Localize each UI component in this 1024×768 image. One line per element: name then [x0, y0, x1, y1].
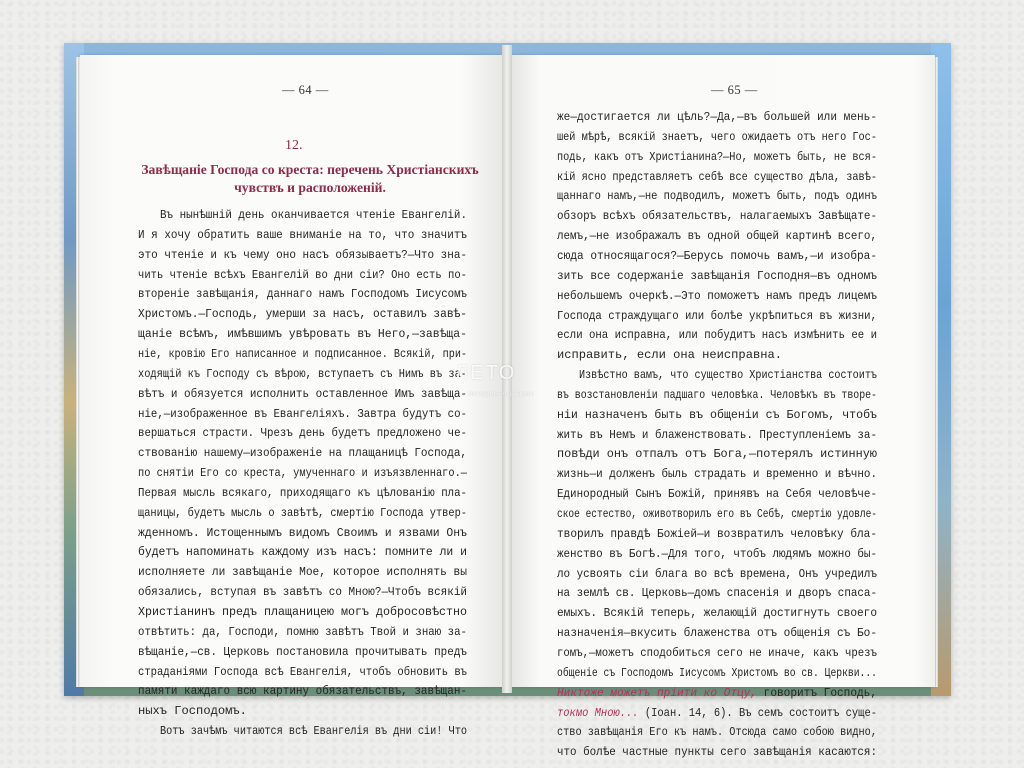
text-line: Христіанинъ предъ плащаницею могъ добросовѣстно [138, 605, 467, 619]
watermark-logo: ЛЕТО [455, 362, 517, 384]
text-line: на землѣ св. Церковь—домъ спасенія и дворъ спаса- [557, 586, 877, 601]
text-line: ходящій къ Господу съ вѣрою, вступаетъ съ Нимъ въ за- [138, 366, 467, 381]
text-line: вершаться страсти. Чрезъ день будетъ предложено че- [138, 426, 468, 441]
text-line: по снятіи Его со креста, умученнаго и изъязвленнаго.— [138, 466, 467, 481]
text-line: повѣди онъ отпалъ отъ Бога,—потерялъ истинную [557, 447, 877, 462]
chapter-title-line-1: Завѣщаніе Господа со креста: перечень Христіанскихъ [141, 162, 479, 177]
text-line: Христомъ.—Господь, умерши за насъ, оставилъ завѣ- [138, 307, 467, 322]
text-line: ніе, кровію Его написанное и подписанное. Всякій, при- [138, 346, 468, 361]
text-line: И я хочу обратить ваше вниманіе на то, что значитъ [138, 227, 467, 242]
text-line: исправить, если она неисправна. [557, 348, 782, 363]
text-fragment: говоритъ Господь, [757, 685, 878, 700]
text-line: вѣтъ и обязуется исполнить оставленное Имъ завѣща- [138, 386, 467, 401]
text-line: кій ясно представляетъ себѣ все существо дѣла, завѣ- [557, 169, 877, 184]
text-line: емыхъ. Всякій теперь, желающій достигнуть своего [557, 606, 878, 621]
scripture-quote: токмо Мною... [557, 705, 639, 720]
text-line: ныхъ Господомъ. [138, 704, 247, 719]
text-line: щаннаго намъ,—не подводилъ, можетъ быть, подъ одинъ [557, 189, 877, 204]
text-fragment: (Іоан. 14, 6). Въ семъ состоитъ суще- [638, 705, 878, 720]
text-line: женство въ Богѣ.—Для того, чтобъ людямъ можно бы- [557, 546, 877, 561]
text-line: жить въ Немъ и блаженствовать. Преступленіемъ за- [557, 427, 877, 442]
text-line: ство завѣщанія Его къ намъ. Отсюда само собою видно, [557, 725, 877, 740]
text-line: зить все содержаніе завѣщанія Господня—въ одномъ [557, 268, 878, 283]
text-line: Единородный Сынъ Божій, принявъ на Себя человѣче- [557, 487, 877, 502]
text-line: ствованію нашему—изображеніе на плащаницѣ Господа, [138, 446, 467, 461]
text-line: лемъ,—не изображалъ въ одной общей картинѣ всего, [557, 229, 877, 244]
text-line: творилъ правдѣ Божіей—и возвратилъ человѣку бла- [557, 526, 878, 541]
text-line: обязались, вступая въ завѣтъ со Мною?—Чтобъ всякій [138, 585, 467, 600]
text-line: Вотъ зачѣмъ читаются всѣ Евангелія въ дни сіи! Что [160, 724, 467, 739]
text-line: будетъ напоминать каждому изъ насъ: помните ли и [138, 545, 467, 560]
text-line: отвѣтить: да, Господи, помню завѣтъ Твой и знаю за- [138, 624, 468, 639]
text-line: Въ нынѣшній день оканчивается чтеніе Евангелій. [160, 208, 467, 222]
chapter-title [130, 161, 490, 197]
text-line: это чтеніе и къ чему оно насъ обязываетъ?—Что зна- [138, 247, 467, 262]
text-line: что болѣе частные пункты сего завѣщанія касаются: [557, 745, 877, 760]
text-line: Извѣстно вамъ, что существо Христіанства состоитъ [579, 368, 878, 383]
text-line: небольшемъ очеркѣ.—Это поможетъ намъ предъ лицемъ [557, 288, 877, 303]
text-line: вѣщаніе,—св. Церковь постановила прочитывать предъ [138, 644, 467, 659]
scripture-quote: Никтоже можетъ пріити ко Отцу, [557, 685, 758, 700]
chapter-number: 12. [285, 138, 303, 153]
text-line: если она исправна, или побудитъ насъ измѣнить ее и [557, 328, 877, 343]
text-line: же—достигается ли цѣль?—Да,—въ большей или мень- [557, 110, 878, 124]
page-number-left: — 64 — [282, 83, 329, 97]
text-line [557, 704, 877, 723]
text-line: шей мѣрѣ, всякій знаетъ, чего ожидаетъ отъ него Гос- [557, 129, 877, 144]
text-line: обзоръ всѣхъ обязательствъ, налагаемыхъ Завѣщате- [557, 209, 877, 224]
text-line: назначенія—вкусить блаженства отъ общенія съ Бо- [557, 626, 878, 641]
text-line: подь, какъ отъ Христіанина?—Но, можетъ быть, не вся- [557, 149, 877, 164]
text-line: исполняете ли завѣщаніе Мое, которое исполнять вы [138, 565, 467, 580]
text-line: общеніе съ Господомъ Іисусомъ Христомъ во св. Церкви... [557, 665, 878, 680]
text-line: Господа страждущаго или болѣе укрѣпиться въ жизни, [557, 308, 877, 323]
text-line: ское естество, оживотворилъ его въ Себѣ, смертію удовле- [557, 507, 878, 521]
text-line: ніи назначенъ быть въ общеніи съ Богомъ, чтобъ [557, 407, 877, 422]
text-line: страданіями Господа всѣ Евангелія, чтобъ обновить въ [138, 664, 468, 679]
text-line: жденномъ. Истощеннымъ видомъ Своимъ и язвами Онъ [138, 525, 467, 540]
text-line: памяти каждаго всю картину обязательствъ, завѣщан- [138, 684, 467, 699]
text-line: жизнь—и долженъ быль страдать и временно и вѣчно. [557, 467, 877, 482]
text-line: щаницы, будетъ мысль о завѣтѣ, смертію Господа утвер- [138, 505, 467, 520]
text-line: гомъ,—можетъ сподобиться сего не иначе, какъ чрезъ [557, 645, 877, 660]
chapter-title-line-2: чувствъ и расположеній. [234, 180, 386, 195]
text-line: ло усвоять сіи блага во всѣ времена, Онъ учредилъ [557, 566, 877, 581]
watermark-subtitle: интернет-магазин [468, 389, 534, 398]
text-line: въ возстановленіи падшаго человѣка. Человѣкъ въ творе- [557, 387, 877, 402]
text-line: втореніе завѣщанія, даннаго намъ Господомъ Іисусомъ [138, 287, 468, 302]
text-line: Первая мысль всякаго, приходящаго къ цѣлованію пла- [138, 485, 468, 500]
text-line: сюда относящагося?—Берусь помочь вамъ,—и изобра- [557, 248, 878, 263]
page-number-right: — 65 — [711, 83, 758, 97]
text-line: щаніе всѣмъ, имѣвшимъ увѣровать въ Него,—завѣща- [138, 327, 467, 342]
text-line: чить чтеніе всѣхъ Евангелій во дни сіи? Оно есть по- [138, 267, 468, 282]
text-line: ніе,—изображенное въ Евангеліяхъ. Завтра будутъ со- [138, 406, 468, 421]
text-line [557, 684, 877, 703]
